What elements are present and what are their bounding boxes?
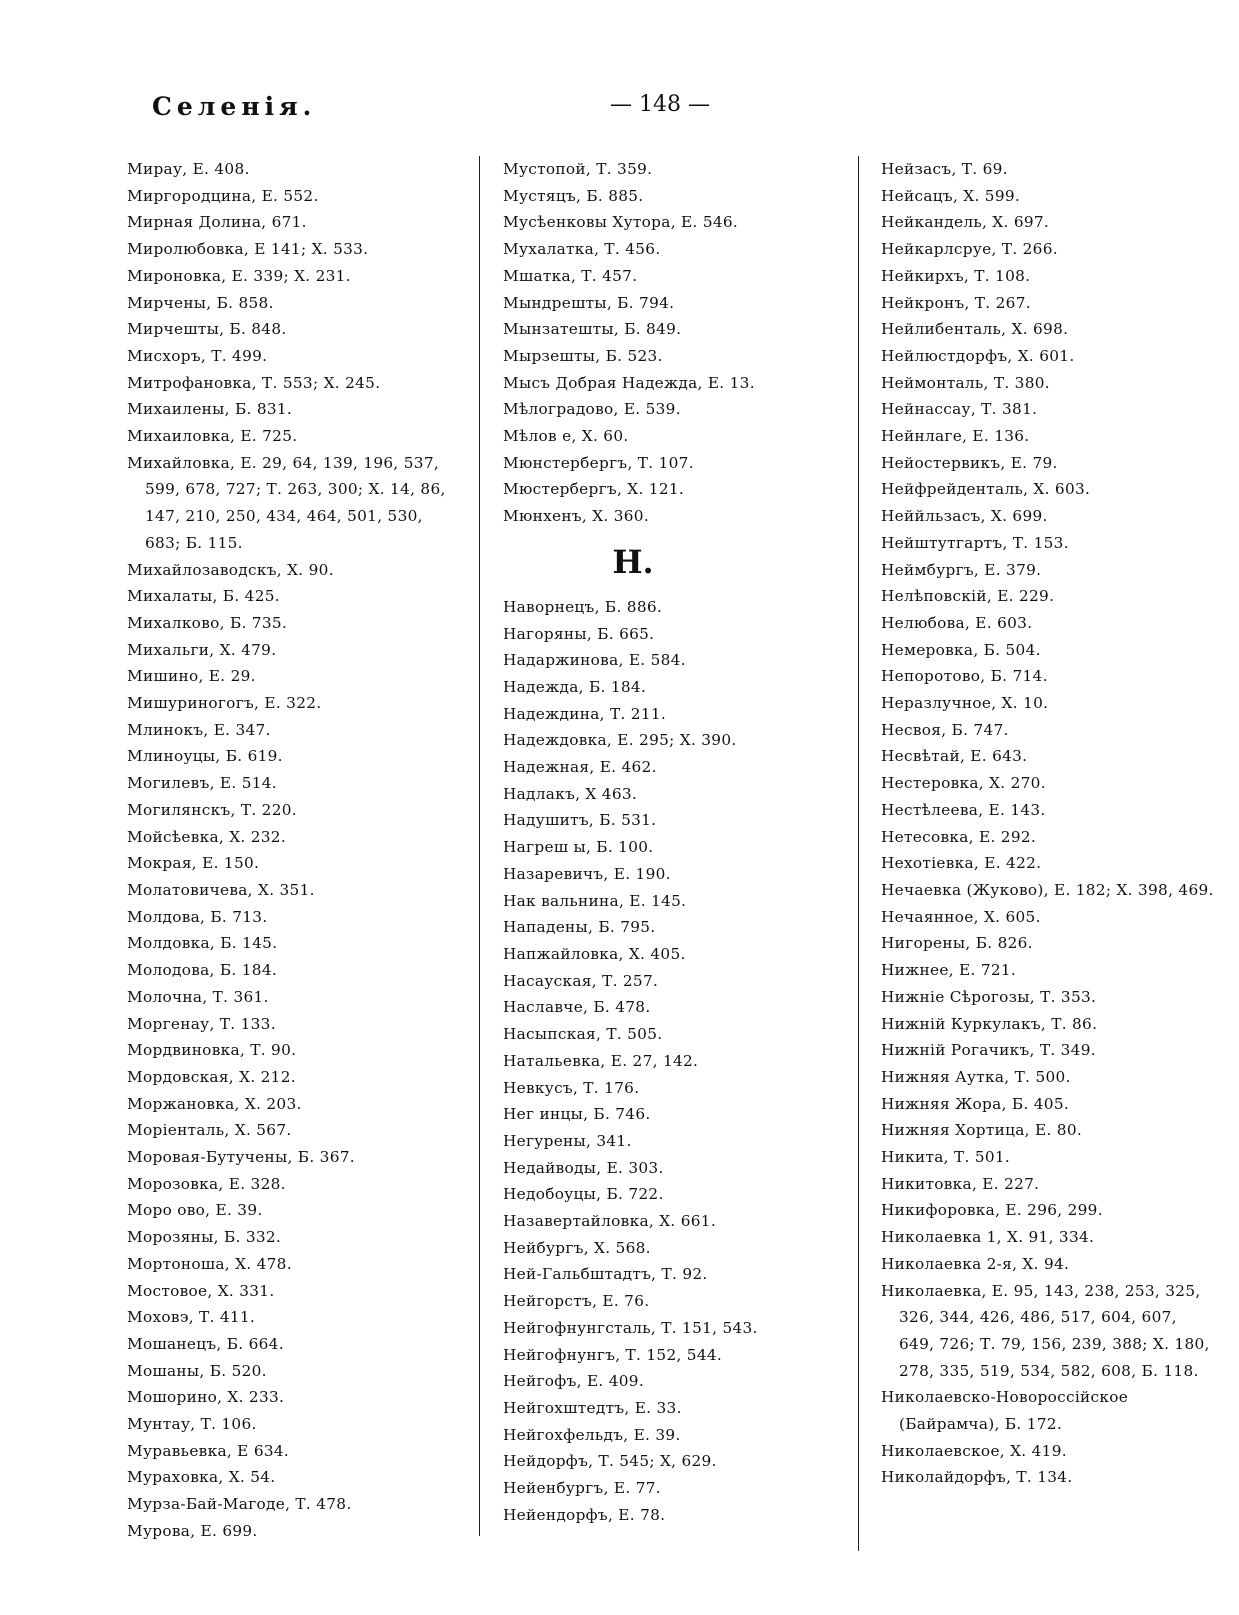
index-entry: Мокрая, Е. 150.	[127, 854, 260, 873]
index-entry: Нигорены, Б. 826.	[881, 934, 1033, 953]
index-entry: Натальевка, Е. 27, 142.	[503, 1051, 699, 1070]
index-entry: Нападены, Б. 795.	[503, 918, 656, 937]
index-entry: Миролюбовка, Е 141; Х. 533.	[127, 240, 369, 259]
column-2	[503, 156, 843, 1528]
index-entry: Михалаты, Б. 425.	[127, 587, 280, 606]
index-entry: Мурова, Е. 699.	[127, 1521, 258, 1540]
index-entry: Мюстербергъ, Х. 121.	[503, 480, 685, 499]
index-entry: Нелѣповскій, Е. 229.	[881, 587, 1055, 606]
index-entry: Мошаны, Б. 520.	[127, 1361, 267, 1380]
section-title: Селенія.	[152, 92, 317, 121]
index-entry: Надаржинова, Е. 584.	[503, 651, 686, 670]
index-entry: Михайловка, Е. 29, 64, 139, 196, 537, 599, 678, 727; Т. 263, 300; Х. 14, 86, 147, 210, 250, 434, 464, 501, 530, 683; Б. 115.	[127, 453, 446, 552]
index-entry: Молдова, Б. 713.	[127, 907, 268, 926]
index-entry: Надеждина, Т. 211.	[503, 704, 667, 723]
letter-heading: Н.	[612, 542, 654, 581]
index-entry: Михаиловка, Е. 725.	[127, 427, 298, 446]
index-entry: Нехотіевка, Е. 422.	[881, 854, 1042, 873]
index-entry: Нижніе Сѣрогозы, Т. 353.	[881, 987, 1097, 1006]
index-entry: Наславче, Б. 478.	[503, 998, 651, 1017]
index-entry: Мураховка, Х. 54.	[127, 1468, 276, 1487]
index-entry: Нейенбургъ, Е. 77.	[503, 1479, 661, 1498]
index-entry: Нагреш ы, Б. 100.	[503, 838, 654, 857]
index-entry: Нейдорфъ, Т. 545; Х, 629.	[503, 1452, 717, 1471]
index-entry: Могилевъ, Е. 514.	[127, 774, 277, 793]
index-entry: Надежда, Б. 184.	[503, 677, 647, 696]
index-entry: Нейгофнунгсталь, Т. 151, 543.	[503, 1318, 758, 1337]
index-entry: Неймонталь, Т. 380.	[881, 373, 1050, 392]
index-entry: Мирчешты, Б. 848.	[127, 320, 287, 339]
index-entry: Нижняя Хортица, Е. 80.	[881, 1121, 1083, 1140]
index-entry: Мынзатешты, Б. 849.	[503, 320, 682, 339]
index-entry: Мостовое, Х. 331.	[127, 1281, 275, 1300]
index-entry: Нечаянное, Х. 605.	[881, 907, 1041, 926]
index-entry: Моховэ, Т. 411.	[127, 1308, 256, 1327]
index-entry: Молдовка, Б. 145.	[127, 934, 278, 953]
column-divider	[479, 156, 480, 1536]
index-entry: Нейостервикъ, Е. 79.	[881, 453, 1058, 472]
index-entry: Никитовка, Е. 227.	[881, 1174, 1040, 1193]
index-entry: Неразлучное, Х. 10.	[881, 694, 1049, 713]
index-entry: Нейфрейденталь, Х. 603.	[881, 480, 1091, 499]
index-entry: Моро ово, Е. 39.	[127, 1201, 263, 1220]
column-3	[881, 156, 1216, 1491]
index-entry: Моргенау, Т. 133.	[127, 1014, 276, 1033]
index-entry: Мирная Долина, 671.	[127, 213, 307, 232]
index-entry: Мусѣенковы Хутора, Е. 546.	[503, 213, 739, 232]
index-entry: Моровая-Бутучены, Б. 367.	[127, 1148, 355, 1167]
index-entry: Мѣлоградово, Е. 539.	[503, 400, 681, 419]
index-entry: Мюнстербергъ, Т. 107.	[503, 453, 694, 472]
index-entry: Несвѣтай, Е. 643.	[881, 747, 1028, 766]
index-entry: Мойсѣевка, Х. 232.	[127, 827, 287, 846]
index-entry: Недобоуцы, Б. 722.	[503, 1185, 664, 1204]
page-number: — 148 —	[610, 92, 710, 117]
index-entry: Млиноуцы, Б. 619.	[127, 747, 283, 766]
index-entry: Надлакъ, Х 463.	[503, 784, 638, 803]
index-entry: Мустопой, Т. 359.	[503, 160, 653, 178]
index-entry: Несвоя, Б. 747.	[881, 720, 1009, 739]
index-entry: Никифоровка, Е. 296, 299.	[881, 1201, 1103, 1220]
index-entry: Нейнлаге, Е. 136.	[881, 427, 1030, 446]
index-entry: Неймбургъ, Е. 379.	[881, 560, 1042, 579]
index-entry: Нейгохфельдъ, Е. 39.	[503, 1425, 681, 1444]
index-entry: Немеровка, Б. 504.	[881, 640, 1041, 659]
index-entry: Нагоряны, Б. 665.	[503, 624, 655, 643]
index-entry: Моржановка, Х. 203.	[127, 1094, 302, 1113]
index-entry: Насауская, Т. 257.	[503, 971, 659, 990]
index-entry: Нейкандель, Х. 697.	[881, 213, 1050, 232]
index-entry: Михальги, Х. 479.	[127, 640, 277, 659]
index-entry: Мошанецъ, Б. 664.	[127, 1334, 284, 1353]
index-entry: Нейгохштедтъ, Е. 33.	[503, 1398, 682, 1417]
index-entry: Мироновка, Е. 339; Х. 231.	[127, 266, 351, 285]
index-entry: Мордовская, Х. 212.	[127, 1067, 296, 1086]
index-entry: Мындрешты, Б. 794.	[503, 293, 675, 312]
index-entry: Мырзешты, Б. 523.	[503, 346, 663, 365]
index-entry: Нейкирхъ, Т. 108.	[881, 266, 1031, 285]
index-entry: Мѣлов е, Х. 60.	[503, 427, 629, 446]
index-entry: Миргородцина, Е. 552.	[127, 186, 319, 205]
index-entry: Нег инцы, Б. 746.	[503, 1105, 651, 1124]
index-entry: Могилянскъ, Т. 220.	[127, 800, 297, 819]
index-entry: Николаевка 1, Х. 91, 334.	[881, 1228, 1095, 1247]
index-entry: Николаевское, Х. 419.	[881, 1441, 1067, 1460]
index-entry: Мисхоръ, Т. 499.	[127, 346, 268, 365]
index-entry: Морозовка, Е. 328.	[127, 1174, 286, 1193]
index-entry: Нейкарлсруе, Т. 266.	[881, 240, 1058, 259]
index-entry: Молатовичева, Х. 351.	[127, 880, 315, 899]
index-entry: Мирау, Е. 408.	[127, 160, 250, 178]
index-entry: Мурза-Бай-Магоде, Т. 478.	[127, 1495, 352, 1514]
index-entry: Надежная, Е. 462.	[503, 758, 657, 777]
index-entry: Нейнассау, Т. 381.	[881, 400, 1038, 419]
index-entry: Нейзасъ, Т. 69.	[881, 160, 1008, 178]
index-entry: Николаевско-Новороссійское (Байрамча), Б. 172.	[881, 1388, 1129, 1434]
index-entry: Нижняя Аутка, Т. 500.	[881, 1067, 1071, 1086]
index-entry: Мортоноша, Х. 478.	[127, 1254, 292, 1273]
index-entry: Негурены, 341.	[503, 1131, 632, 1150]
index-entry: Мшатка, Т. 457.	[503, 266, 638, 285]
index-entry: Муравьевка, Е 634.	[127, 1441, 290, 1460]
index-entry: Никита, Т. 501.	[881, 1148, 1011, 1167]
index-entry: Надеждовка, Е. 295; Х. 390.	[503, 731, 737, 750]
index-entry: Нейгофнунгъ, Т. 152, 544.	[503, 1345, 723, 1364]
index-entry: Мишино, Е. 29.	[127, 667, 256, 686]
column-divider	[858, 156, 859, 1551]
index-entry: Михалково, Б. 735.	[127, 613, 288, 632]
index-entry: Морозяны, Б. 332.	[127, 1228, 282, 1247]
index-entry: Мюнхенъ, Х. 360.	[503, 507, 649, 526]
index-entry: Нестѣлеева, Е. 143.	[881, 800, 1046, 819]
index-entry: Нетесовка, Е. 292.	[881, 827, 1037, 846]
index-entry: Нелюбова, Е. 603.	[881, 613, 1033, 632]
index-entry: Нейгофъ, Е. 409.	[503, 1372, 644, 1391]
index-entry: Млинокъ, Е. 347.	[127, 720, 271, 739]
index-entry: Мирчены, Б. 858.	[127, 293, 274, 312]
index-entry: Мунтау, Т. 106.	[127, 1415, 257, 1434]
index-entry: Нижняя Жора, Б. 405.	[881, 1094, 1070, 1113]
index-entry: Моріенталь, Х. 567.	[127, 1121, 292, 1140]
index-entry: Нейлибенталь, Х. 698.	[881, 320, 1069, 339]
index-entry: Неййльзасъ, Х. 699.	[881, 507, 1048, 526]
index-entry: Насыпская, Т. 505.	[503, 1025, 663, 1044]
index-entry: Нейгорстъ, Е. 76.	[503, 1292, 650, 1311]
index-entry: Нестеровка, Х. 270.	[881, 774, 1046, 793]
index-entry: Николаевка, Е. 95, 143, 238, 253, 325, 326, 344, 426, 486, 517, 604, 607, 649, 726; Т. 79, 156, 239, 388; Х. 180, 278, 335, 519, 534, 582, 608, Б. 118.	[881, 1281, 1210, 1380]
index-entry: Нейендорфъ, Е. 78.	[503, 1505, 666, 1524]
column-1	[127, 156, 457, 1545]
index-entry: Мордвиновка, Т. 90.	[127, 1041, 297, 1060]
index-entry: Надушитъ, Б. 531.	[503, 811, 657, 830]
index-entry: Нижній Куркулакъ, Т. 86.	[881, 1014, 1098, 1033]
index-entry: Михайлозаводскъ, Х. 90.	[127, 560, 334, 579]
index-entry: Митрофановка, Т. 553; Х. 245.	[127, 373, 381, 392]
index-entry: Нейкронъ, Т. 267.	[881, 293, 1031, 312]
index-entry: Непоротово, Б. 714.	[881, 667, 1048, 686]
index-entry: Молочна, Т. 361.	[127, 987, 269, 1006]
index-entry: Молодова, Б. 184.	[127, 961, 278, 980]
index-entry: Нейлюстдорфъ, Х. 601.	[881, 346, 1075, 365]
index-entry: Нижній Рогачикъ, Т. 349.	[881, 1041, 1096, 1060]
index-entry: Мошорино, Х. 233.	[127, 1388, 285, 1407]
index-entry: Назаревичъ, Е. 190.	[503, 864, 671, 883]
index-entry: Нак вальнина, Е. 145.	[503, 891, 687, 910]
index-entry: Недайводы, Е. 303.	[503, 1158, 664, 1177]
index-entry: Нижнее, Е. 721.	[881, 961, 1017, 980]
index-entry: Ней-Гальбштадтъ, Т. 92.	[503, 1265, 708, 1284]
index-entry: Михаилены, Б. 831.	[127, 400, 293, 419]
index-entry: Николайдорфъ, Т. 134.	[881, 1468, 1073, 1487]
index-entry: Назавертайловка, Х. 661.	[503, 1212, 716, 1231]
index-entry: Мысъ Добрая Надежда, Е. 13.	[503, 373, 755, 392]
index-entry: Мустяцъ, Б. 885.	[503, 186, 644, 205]
index-entry: Наворнецъ, Б. 886.	[503, 597, 663, 616]
index-entry: Николаевка 2-я, Х. 94.	[881, 1254, 1070, 1273]
index-entry: Нейбургъ, Х. 568.	[503, 1238, 651, 1257]
index-entry: Невкусъ, Т. 176.	[503, 1078, 640, 1097]
index-entry: Напжайловка, Х. 405.	[503, 944, 686, 963]
index-entry: Нейштутгартъ, Т. 153.	[881, 533, 1069, 552]
index-entry: Нечаевка (Жуково), Е. 182; Х. 398, 469.	[881, 880, 1214, 899]
index-entry: Мишуриногогъ, Е. 322.	[127, 694, 322, 713]
index-entry: Мухалатка, Т. 456.	[503, 240, 661, 259]
index-entry: Нейсацъ, Х. 599.	[881, 186, 1021, 205]
